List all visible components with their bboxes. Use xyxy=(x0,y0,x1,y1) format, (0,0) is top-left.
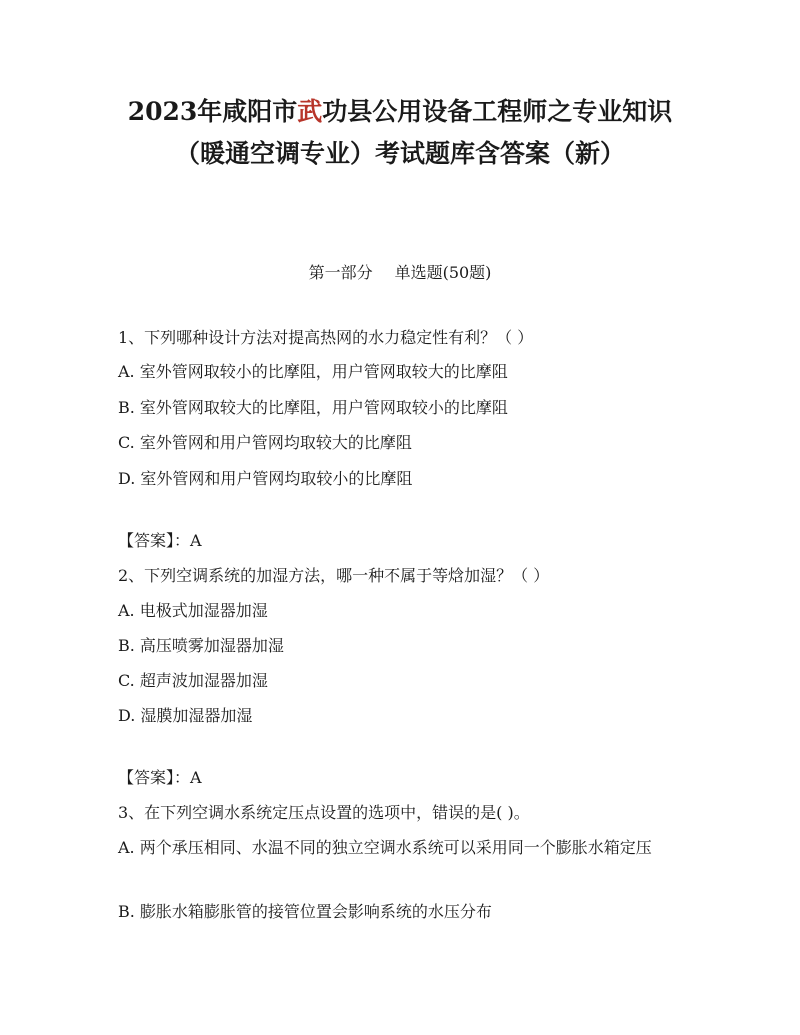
section-heading xyxy=(0,261,800,285)
question-1-answer: 【答案】：A xyxy=(118,531,202,550)
section-part: 第一部分 xyxy=(308,263,373,282)
question-2-option-a: A. 电极式加湿器加湿 xyxy=(118,601,268,620)
question-1-option-d: D. 室外管网和用户管网均取较小的比摩阻 xyxy=(118,469,413,488)
question-2-option-b: B. 高压喷雾加湿器加湿 xyxy=(118,636,284,655)
title-highlight-char: 武 xyxy=(297,97,323,126)
question-2-option-c: C. 超声波加湿器加湿 xyxy=(118,671,268,690)
question-2-option-d: D. 湿膜加湿器加湿 xyxy=(118,706,253,725)
question-2-answer: 【答案】：A xyxy=(118,768,202,787)
question-1-option-b: B. 室外管网取较大的比摩阻，用户管网取较小的比摩阻 xyxy=(118,398,508,417)
title-prefix: 2023年咸阳市 xyxy=(127,97,298,126)
question-1-option-c: C. 室外管网和用户管网均取较大的比摩阻 xyxy=(118,433,412,452)
document-title-line-1 xyxy=(60,92,740,132)
question-3-option-a: A. 两个承压相同、水温不同的独立空调水系统可以采用同一个膨胀水箱定压 xyxy=(118,838,652,857)
question-1-stem: 1、下列哪种设计方法对提高热网的水力稳定性有利？（ ） xyxy=(118,328,534,347)
title-suffix: 功县公用设备工程师之专业知识 xyxy=(322,97,673,126)
question-3-stem: 3、在下列空调水系统定压点设置的选项中，错误的是( )。 xyxy=(118,803,530,822)
question-3-option-b: B. 膨胀水箱膨胀管的接管位置会影响系统的水压分布 xyxy=(118,902,492,921)
section-name: 单选题(50题) xyxy=(394,263,492,282)
question-1-option-a: A. 室外管网取较小的比摩阻，用户管网取较大的比摩阻 xyxy=(118,362,508,381)
question-2-stem: 2、下列空调系统的加湿方法，哪一种不属于等焓加湿？（ ） xyxy=(118,566,550,585)
document-title-line-2: （暖通空调专业）考试题库含答案（新） xyxy=(174,139,625,168)
